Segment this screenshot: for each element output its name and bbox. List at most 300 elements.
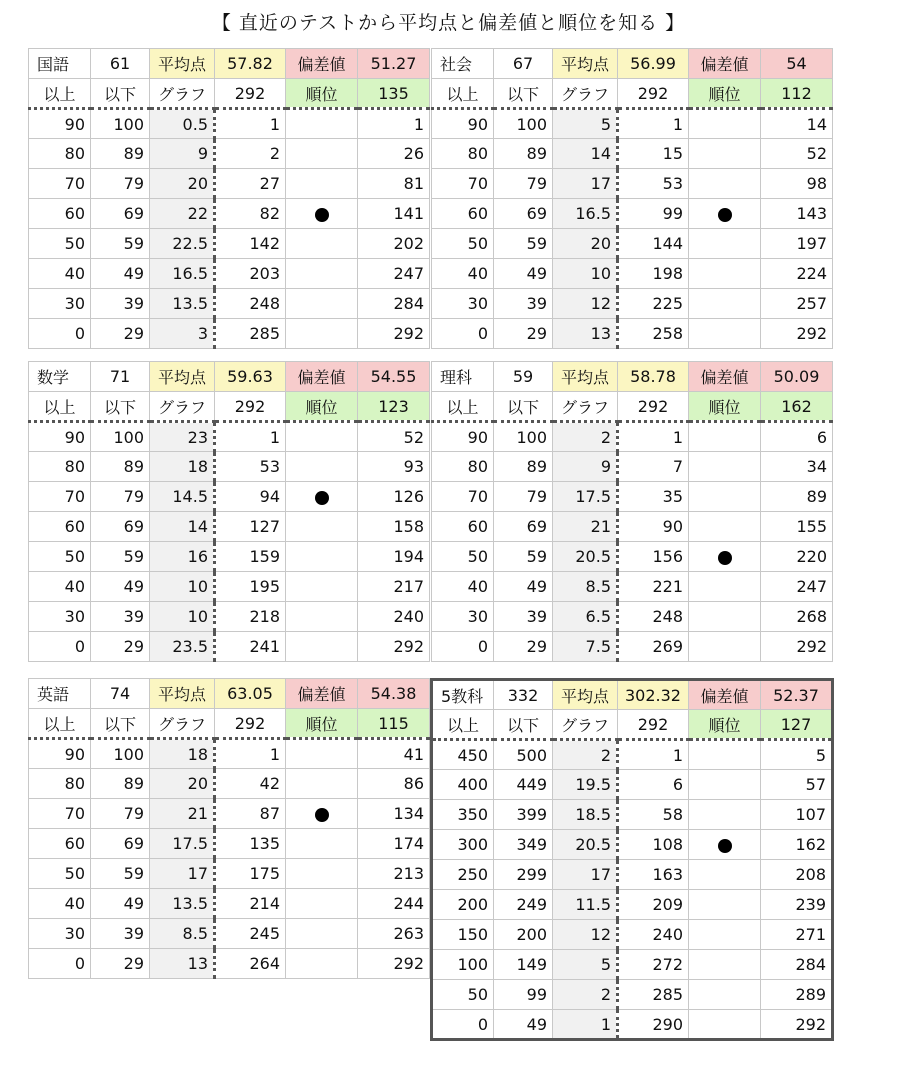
table-row <box>29 799 430 829</box>
current-position-dot-icon <box>718 839 732 853</box>
average-label: 平均点 <box>150 49 215 79</box>
position-marker <box>689 740 761 770</box>
table-row <box>432 1010 833 1040</box>
range-to: 69 <box>91 829 150 859</box>
range-to: 49 <box>494 572 553 602</box>
graph-value: 7.5 <box>553 632 618 662</box>
position-marker <box>286 289 358 319</box>
rank-label: 順位 <box>689 710 761 740</box>
position-marker <box>689 109 761 139</box>
rank-start: 6 <box>618 770 689 800</box>
graph-value: 13 <box>150 949 215 979</box>
table-row <box>29 919 430 949</box>
deviation-label: 偏差値 <box>286 679 358 709</box>
graph-value: 13.5 <box>150 289 215 319</box>
table-row <box>29 229 430 259</box>
deviation-value: 50.09 <box>761 362 833 392</box>
column-header-row <box>29 709 430 739</box>
graph-value: 8.5 <box>150 919 215 949</box>
position-marker <box>689 830 761 860</box>
table-row <box>432 139 833 169</box>
range-from: 40 <box>29 889 91 919</box>
average-value: 59.63 <box>215 362 286 392</box>
rank-start: 221 <box>618 572 689 602</box>
graph-value: 10 <box>553 259 618 289</box>
average-value: 63.05 <box>215 679 286 709</box>
table-row <box>432 229 833 259</box>
table-row <box>432 109 833 139</box>
to-header: 以下 <box>91 79 150 109</box>
position-marker <box>286 139 358 169</box>
position-marker <box>689 229 761 259</box>
graph-value: 0.5 <box>150 109 215 139</box>
position-marker <box>286 889 358 919</box>
table-row <box>29 109 430 139</box>
from-header: 以上 <box>29 709 91 739</box>
rank-start: 1 <box>215 422 286 452</box>
table-row <box>29 542 430 572</box>
table-row <box>29 482 430 512</box>
range-to: 200 <box>494 920 553 950</box>
range-to: 100 <box>91 422 150 452</box>
range-from: 60 <box>432 199 494 229</box>
position-marker <box>689 950 761 980</box>
table-row <box>29 769 430 799</box>
rank-start: 225 <box>618 289 689 319</box>
range-from: 150 <box>432 920 494 950</box>
graph-value: 6.5 <box>553 602 618 632</box>
rank-label: 順位 <box>689 79 761 109</box>
deviation-label: 偏差値 <box>286 49 358 79</box>
range-from: 80 <box>432 139 494 169</box>
range-to: 79 <box>494 482 553 512</box>
range-from: 90 <box>29 739 91 769</box>
range-to: 89 <box>494 139 553 169</box>
rank-start: 42 <box>215 769 286 799</box>
position-marker <box>689 199 761 229</box>
table-row <box>432 259 833 289</box>
deviation-label: 偏差値 <box>689 49 761 79</box>
range-from: 90 <box>432 109 494 139</box>
range-to: 59 <box>91 859 150 889</box>
range-to: 49 <box>91 572 150 602</box>
graph-value: 3 <box>150 319 215 349</box>
cumulative-count: 263 <box>358 919 430 949</box>
graph-value: 20 <box>150 769 215 799</box>
table-row <box>29 632 430 662</box>
range-to: 299 <box>494 860 553 890</box>
range-from: 50 <box>29 542 91 572</box>
position-marker <box>689 422 761 452</box>
deviation-value: 54.38 <box>358 679 430 709</box>
position-marker <box>689 452 761 482</box>
cumulative-count: 292 <box>358 319 430 349</box>
cumulative-count: 257 <box>761 289 833 319</box>
cumulative-count: 224 <box>761 259 833 289</box>
graph-value: 17 <box>150 859 215 889</box>
rank-start: 58 <box>618 800 689 830</box>
graph-value: 2 <box>553 980 618 1010</box>
graph-value: 12 <box>553 920 618 950</box>
range-to: 59 <box>91 229 150 259</box>
to-header: 以下 <box>91 709 150 739</box>
table-row <box>432 740 833 770</box>
position-marker <box>286 109 358 139</box>
cumulative-count: 194 <box>358 542 430 572</box>
rank-start: 7 <box>618 452 689 482</box>
table-row <box>29 512 430 542</box>
rank-start: 203 <box>215 259 286 289</box>
graph-value: 10 <box>150 572 215 602</box>
cumulative-count: 34 <box>761 452 833 482</box>
range-to: 69 <box>91 199 150 229</box>
rank-start: 82 <box>215 199 286 229</box>
range-to: 39 <box>91 602 150 632</box>
range-from: 40 <box>432 259 494 289</box>
cumulative-count: 143 <box>761 199 833 229</box>
current-position-dot-icon <box>315 208 329 222</box>
from-header: 以上 <box>432 79 494 109</box>
range-from: 60 <box>432 512 494 542</box>
range-to: 39 <box>91 289 150 319</box>
table-row <box>29 572 430 602</box>
graph-header: グラフ <box>553 710 618 740</box>
cumulative-count: 52 <box>358 422 430 452</box>
rank-start: 87 <box>215 799 286 829</box>
rank-start: 198 <box>618 259 689 289</box>
cumulative-count: 247 <box>358 259 430 289</box>
range-to: 79 <box>91 482 150 512</box>
position-marker <box>689 139 761 169</box>
table-row <box>432 602 833 632</box>
table-row <box>432 920 833 950</box>
range-to: 500 <box>494 740 553 770</box>
table-row <box>29 949 430 979</box>
rank-start: 248 <box>618 602 689 632</box>
total-count: 292 <box>215 709 286 739</box>
subject-score: 332 <box>494 680 553 710</box>
position-marker <box>689 602 761 632</box>
range-from: 300 <box>432 830 494 860</box>
graph-header: グラフ <box>150 392 215 422</box>
deviation-label: 偏差値 <box>286 362 358 392</box>
graph-value: 20 <box>553 229 618 259</box>
table-row <box>432 830 833 860</box>
rank-start: 269 <box>618 632 689 662</box>
rank-value: 112 <box>761 79 833 109</box>
table-row <box>29 452 430 482</box>
total-count: 292 <box>215 392 286 422</box>
graph-value: 20.5 <box>553 542 618 572</box>
cumulative-count: 107 <box>761 800 833 830</box>
subject-name: 社会 <box>432 49 494 79</box>
graph-value: 14.5 <box>150 482 215 512</box>
table-row <box>432 512 833 542</box>
total-count: 292 <box>618 710 689 740</box>
table-row <box>432 572 833 602</box>
position-marker <box>286 949 358 979</box>
position-marker <box>689 632 761 662</box>
rank-start: 156 <box>618 542 689 572</box>
table-row <box>29 422 430 452</box>
range-from: 80 <box>29 769 91 799</box>
graph-value: 2 <box>553 740 618 770</box>
range-from: 80 <box>29 452 91 482</box>
range-to: 89 <box>91 452 150 482</box>
range-to: 349 <box>494 830 553 860</box>
range-to: 69 <box>494 199 553 229</box>
range-from: 50 <box>432 980 494 1010</box>
subject-header-row <box>432 49 833 79</box>
cumulative-count: 52 <box>761 139 833 169</box>
table-row <box>432 319 833 349</box>
range-from: 50 <box>29 229 91 259</box>
range-from: 40 <box>432 572 494 602</box>
range-to: 39 <box>494 602 553 632</box>
range-to: 59 <box>91 542 150 572</box>
current-position-dot-icon <box>718 551 732 565</box>
to-header: 以下 <box>494 710 553 740</box>
table-row <box>432 289 833 319</box>
subject-name: 英語 <box>29 679 91 709</box>
graph-header: グラフ <box>150 79 215 109</box>
rank-start: 90 <box>618 512 689 542</box>
subject-header-row <box>432 362 833 392</box>
graph-value: 23.5 <box>150 632 215 662</box>
cumulative-count: 268 <box>761 602 833 632</box>
range-from: 40 <box>29 259 91 289</box>
range-from: 0 <box>29 949 91 979</box>
current-position-dot-icon <box>315 808 329 822</box>
position-marker <box>286 572 358 602</box>
rank-start: 1 <box>215 739 286 769</box>
cumulative-count: 220 <box>761 542 833 572</box>
cumulative-count: 126 <box>358 482 430 512</box>
cumulative-count: 292 <box>761 1010 833 1040</box>
cumulative-count: 41 <box>358 739 430 769</box>
rank-value: 115 <box>358 709 430 739</box>
subject-header-row <box>432 680 833 710</box>
rank-start: 99 <box>618 199 689 229</box>
table-row <box>29 259 430 289</box>
to-header: 以下 <box>494 79 553 109</box>
range-to: 29 <box>91 319 150 349</box>
range-from: 60 <box>29 199 91 229</box>
table-row <box>29 169 430 199</box>
range-to: 89 <box>91 769 150 799</box>
position-marker <box>286 169 358 199</box>
graph-value: 20.5 <box>553 830 618 860</box>
rank-start: 1 <box>618 740 689 770</box>
rank-start: 264 <box>215 949 286 979</box>
range-from: 200 <box>432 890 494 920</box>
rank-start: 218 <box>215 602 286 632</box>
rank-label: 順位 <box>689 392 761 422</box>
range-to: 79 <box>91 169 150 199</box>
cumulative-count: 141 <box>358 199 430 229</box>
cumulative-count: 86 <box>358 769 430 799</box>
rank-start: 15 <box>618 139 689 169</box>
subject-header-row <box>29 679 430 709</box>
cumulative-count: 292 <box>358 949 430 979</box>
range-to: 29 <box>91 632 150 662</box>
range-from: 70 <box>29 169 91 199</box>
rank-start: 53 <box>215 452 286 482</box>
panel-shakai <box>431 48 833 349</box>
table-row <box>29 829 430 859</box>
range-to: 59 <box>494 542 553 572</box>
cumulative-count: 155 <box>761 512 833 542</box>
rank-start: 175 <box>215 859 286 889</box>
rank-start: 258 <box>618 319 689 349</box>
range-from: 30 <box>29 919 91 949</box>
average-label: 平均点 <box>150 679 215 709</box>
position-marker <box>689 512 761 542</box>
range-from: 30 <box>29 602 91 632</box>
range-from: 0 <box>432 319 494 349</box>
deviation-value: 54.55 <box>358 362 430 392</box>
subject-header-row <box>29 49 430 79</box>
range-to: 49 <box>91 259 150 289</box>
position-marker <box>689 259 761 289</box>
current-position-dot-icon <box>718 208 732 222</box>
cumulative-count: 1 <box>358 109 430 139</box>
rank-start: 159 <box>215 542 286 572</box>
average-value: 56.99 <box>618 49 689 79</box>
graph-value: 1 <box>553 1010 618 1040</box>
graph-value: 18 <box>150 739 215 769</box>
graph-value: 17.5 <box>150 829 215 859</box>
range-from: 40 <box>29 572 91 602</box>
cumulative-count: 284 <box>358 289 430 319</box>
rank-start: 53 <box>618 169 689 199</box>
average-value: 57.82 <box>215 49 286 79</box>
graph-value: 11.5 <box>553 890 618 920</box>
deviation-label: 偏差値 <box>689 680 761 710</box>
total-count: 292 <box>215 79 286 109</box>
range-from: 90 <box>29 109 91 139</box>
graph-header: グラフ <box>150 709 215 739</box>
cumulative-count: 213 <box>358 859 430 889</box>
average-value: 302.32 <box>618 680 689 710</box>
average-label: 平均点 <box>553 362 618 392</box>
table-row <box>29 319 430 349</box>
position-marker <box>689 860 761 890</box>
cumulative-count: 284 <box>761 950 833 980</box>
from-header: 以上 <box>29 79 91 109</box>
graph-value: 17 <box>553 169 618 199</box>
range-from: 70 <box>432 169 494 199</box>
graph-value: 21 <box>150 799 215 829</box>
range-to: 49 <box>91 889 150 919</box>
range-to: 89 <box>91 139 150 169</box>
position-marker <box>286 229 358 259</box>
cumulative-count: 134 <box>358 799 430 829</box>
range-from: 400 <box>432 770 494 800</box>
subject-score: 71 <box>91 362 150 392</box>
subject-name: 5教科 <box>432 680 494 710</box>
column-header-row <box>432 79 833 109</box>
position-marker <box>286 452 358 482</box>
rank-start: 209 <box>618 890 689 920</box>
rank-start: 285 <box>618 980 689 1010</box>
table-row <box>29 139 430 169</box>
deviation-label: 偏差値 <box>689 362 761 392</box>
cumulative-count: 239 <box>761 890 833 920</box>
position-marker <box>689 482 761 512</box>
average-label: 平均点 <box>553 49 618 79</box>
rank-start: 248 <box>215 289 286 319</box>
range-from: 80 <box>29 139 91 169</box>
cumulative-count: 240 <box>358 602 430 632</box>
table-row <box>432 860 833 890</box>
cumulative-count: 6 <box>761 422 833 452</box>
to-header: 以下 <box>91 392 150 422</box>
graph-header: グラフ <box>553 392 618 422</box>
graph-value: 12 <box>553 289 618 319</box>
range-from: 50 <box>432 542 494 572</box>
rank-value: 123 <box>358 392 430 422</box>
graph-value: 14 <box>553 139 618 169</box>
graph-value: 5 <box>553 109 618 139</box>
range-to: 89 <box>494 452 553 482</box>
position-marker <box>689 920 761 950</box>
column-header-row <box>29 79 430 109</box>
rank-start: 135 <box>215 829 286 859</box>
average-label: 平均点 <box>553 680 618 710</box>
range-to: 29 <box>494 632 553 662</box>
range-from: 90 <box>29 422 91 452</box>
column-header-row <box>29 392 430 422</box>
position-marker <box>286 769 358 799</box>
subject-score: 59 <box>494 362 553 392</box>
rank-label: 順位 <box>286 709 358 739</box>
position-marker <box>689 770 761 800</box>
table-row <box>432 482 833 512</box>
panel-kokugo <box>28 48 430 349</box>
table-row <box>432 950 833 980</box>
rank-start: 195 <box>215 572 286 602</box>
rank-value: 162 <box>761 392 833 422</box>
range-from: 30 <box>29 289 91 319</box>
cumulative-count: 292 <box>358 632 430 662</box>
rank-start: 163 <box>618 860 689 890</box>
position-marker <box>286 199 358 229</box>
position-marker <box>286 859 358 889</box>
cumulative-count: 158 <box>358 512 430 542</box>
graph-value: 22 <box>150 199 215 229</box>
column-header-row <box>432 392 833 422</box>
total-count: 292 <box>618 392 689 422</box>
range-from: 0 <box>432 632 494 662</box>
range-from: 30 <box>432 602 494 632</box>
range-from: 50 <box>432 229 494 259</box>
page-title: 【 直近のテストから平均点と偏差値と順位を知る 】 <box>211 12 686 34</box>
rank-start: 108 <box>618 830 689 860</box>
range-from: 60 <box>29 512 91 542</box>
table-row <box>432 980 833 1010</box>
graph-value: 9 <box>553 452 618 482</box>
range-to: 49 <box>494 1010 553 1040</box>
table-row <box>432 800 833 830</box>
graph-value: 13.5 <box>150 889 215 919</box>
cumulative-count: 271 <box>761 920 833 950</box>
rank-label: 順位 <box>286 392 358 422</box>
rank-start: 35 <box>618 482 689 512</box>
range-to: 100 <box>494 422 553 452</box>
range-to: 39 <box>91 919 150 949</box>
cumulative-count: 197 <box>761 229 833 259</box>
